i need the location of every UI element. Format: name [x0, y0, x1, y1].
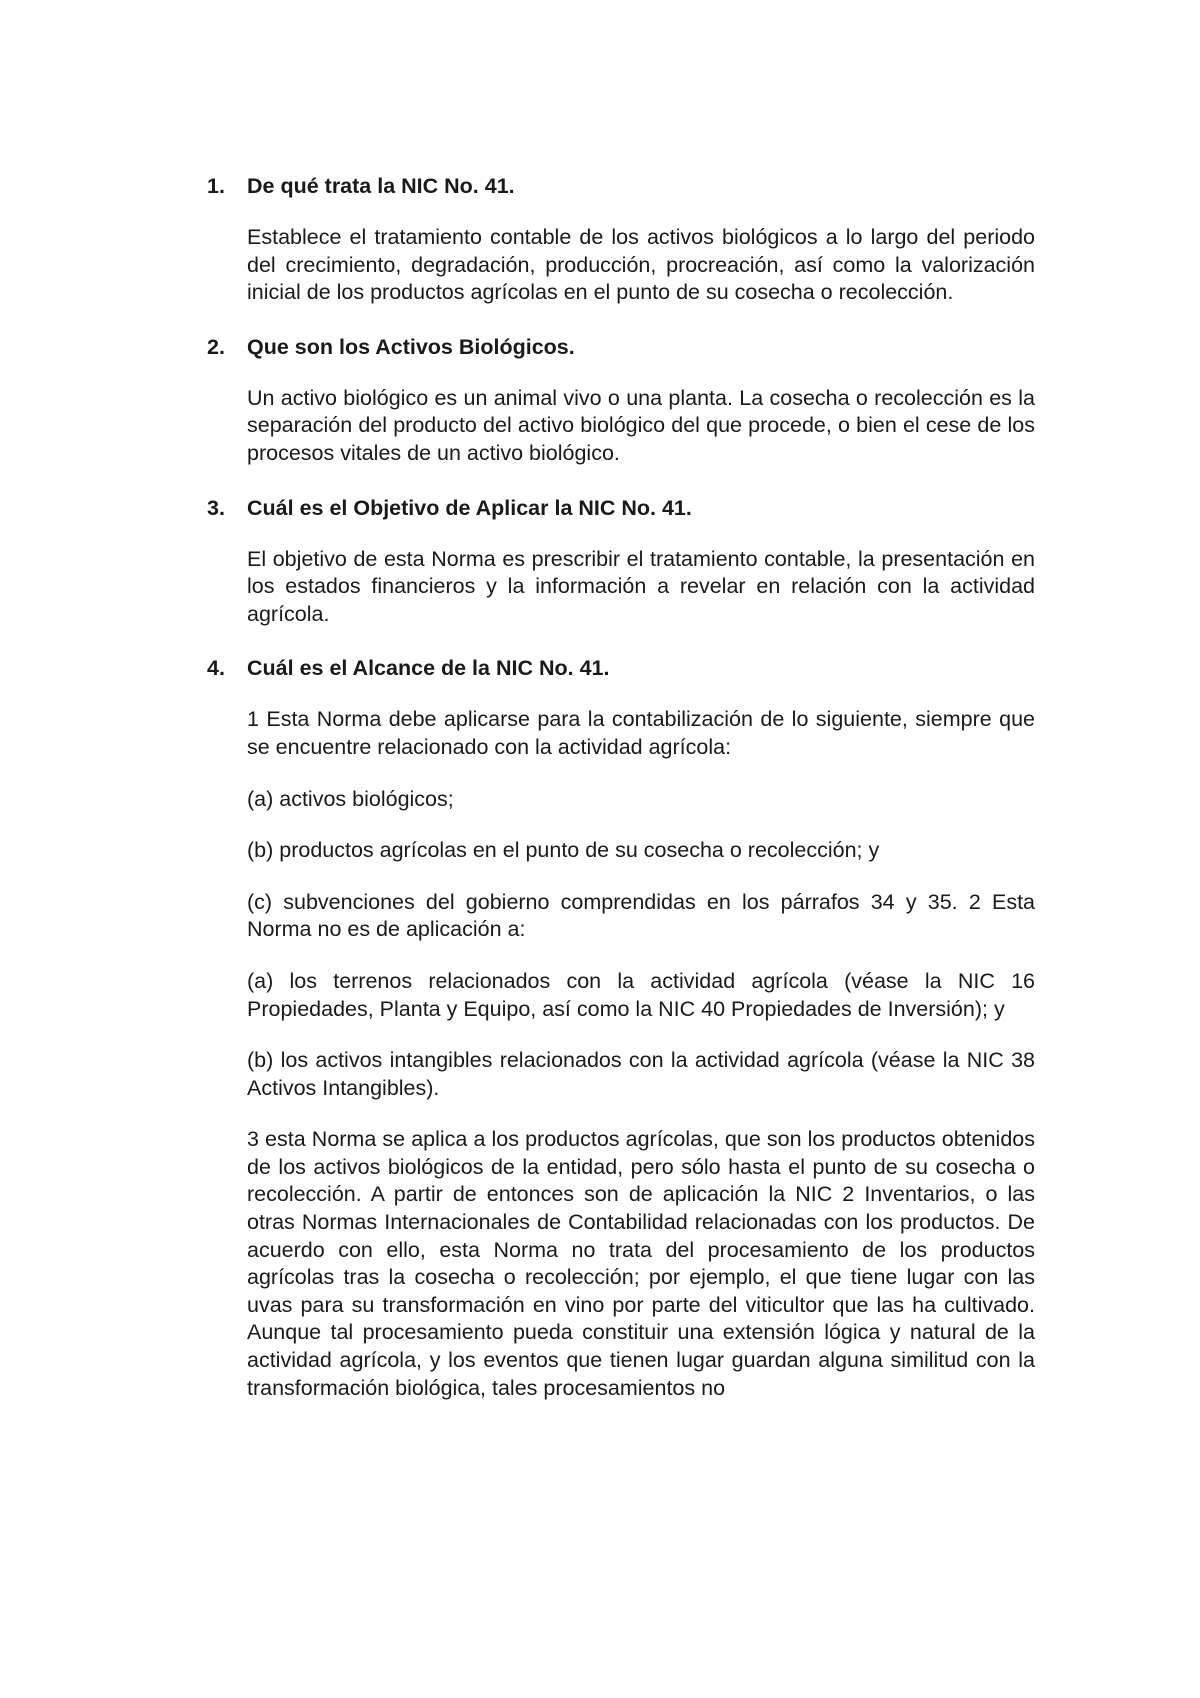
- scope-intro-paragraph: 1 Esta Norma debe aplicarse para la contabilización de lo siguiente, siempre que se encuentre relacionado con la actividad agrícola:: [247, 707, 1035, 759]
- section-heading: [207, 172, 1035, 200]
- section-heading: [207, 494, 1035, 522]
- section-title: De qué trata la NIC No. 41.: [247, 174, 515, 198]
- scope-item-a: (a) activos biológicos;: [247, 786, 454, 811]
- exclusion-item-a: (a) los terrenos relacionados con la actividad agrícola (véase la NIC 16 Propiedades, Planta y Equipo, así como la NIC 40 Propiedades de Inversión); y: [247, 968, 1035, 1021]
- section-4: [207, 654, 1035, 1402]
- section-paragraph: Un activo biológico es un animal vivo o una planta. La cosecha o recolección es la separación del producto del activo biológico del que procede, o bien el cese de los procesos vitales de un activo biológico.: [247, 385, 1035, 465]
- section-2: [207, 333, 1035, 468]
- section-heading: [207, 654, 1035, 682]
- document-body: [207, 172, 1035, 1428]
- scope-item-c: (c) subvenciones del gobierno comprendidas en los párrafos 34 y 35. 2 Esta Norma no es de aplicación a:: [247, 889, 1035, 942]
- section-number: 2.: [207, 334, 225, 359]
- section-paragraph: El objetivo de esta Norma es prescribir el tratamiento contable, la presentación en los estados financieros y la información a revelar en relación con la actividad agrícola.: [247, 546, 1035, 626]
- section-1: [207, 172, 1035, 307]
- scope-paragraph-3: 3 esta Norma se aplica a los productos agrícolas, que son los productos obtenidos de los activos biológicos de la entidad, pero sólo hasta el punto de su cosecha o recolección. A partir de entonces son de aplicación la NIC 2 Inventarios, o las otras Normas Internacionales de Contabilidad relacionadas con los productos. De acuerdo con ello, esta Norma no trata del procesamiento de los productos agrícolas tras la cosecha o recolección; por ejemplo, el que tiene lugar con las uvas para su transformación en vino por parte del viticultor que las ha cultivado. Aunque tal procesamiento pueda constituir una extensión lógica y natural de la actividad agrícola, y los eventos que tienen lugar guardan alguna similitud con la transformación biológica, tales procesamientos no: [247, 1127, 1035, 1400]
- section-3: [207, 494, 1035, 629]
- scope-item-b: (b) productos agrícolas en el punto de su cosecha o recolección; y: [247, 838, 880, 863]
- section-number: 4.: [207, 656, 225, 681]
- section-title: Que son los Activos Biológicos.: [247, 334, 575, 359]
- section-number: 1.: [207, 174, 225, 198]
- section-heading: [207, 333, 1035, 361]
- section-paragraph: Establece el tratamiento contable de los activos biológicos a lo largo del periodo del crecimiento, degradación, producción, procreación, así como la valorización inicial de los productos agrícolas en el punto de su cosecha o recolección.: [247, 225, 1035, 305]
- section-number: 3.: [207, 495, 225, 520]
- section-title: Cuál es el Alcance de la NIC No. 41.: [247, 656, 610, 681]
- exclusion-item-b: (b) los activos intangibles relacionados con la actividad agrícola (véase la NIC 38 Activos Intangibles).: [247, 1048, 1035, 1100]
- section-title: Cuál es el Objetivo de Aplicar la NIC No. 41.: [247, 495, 692, 520]
